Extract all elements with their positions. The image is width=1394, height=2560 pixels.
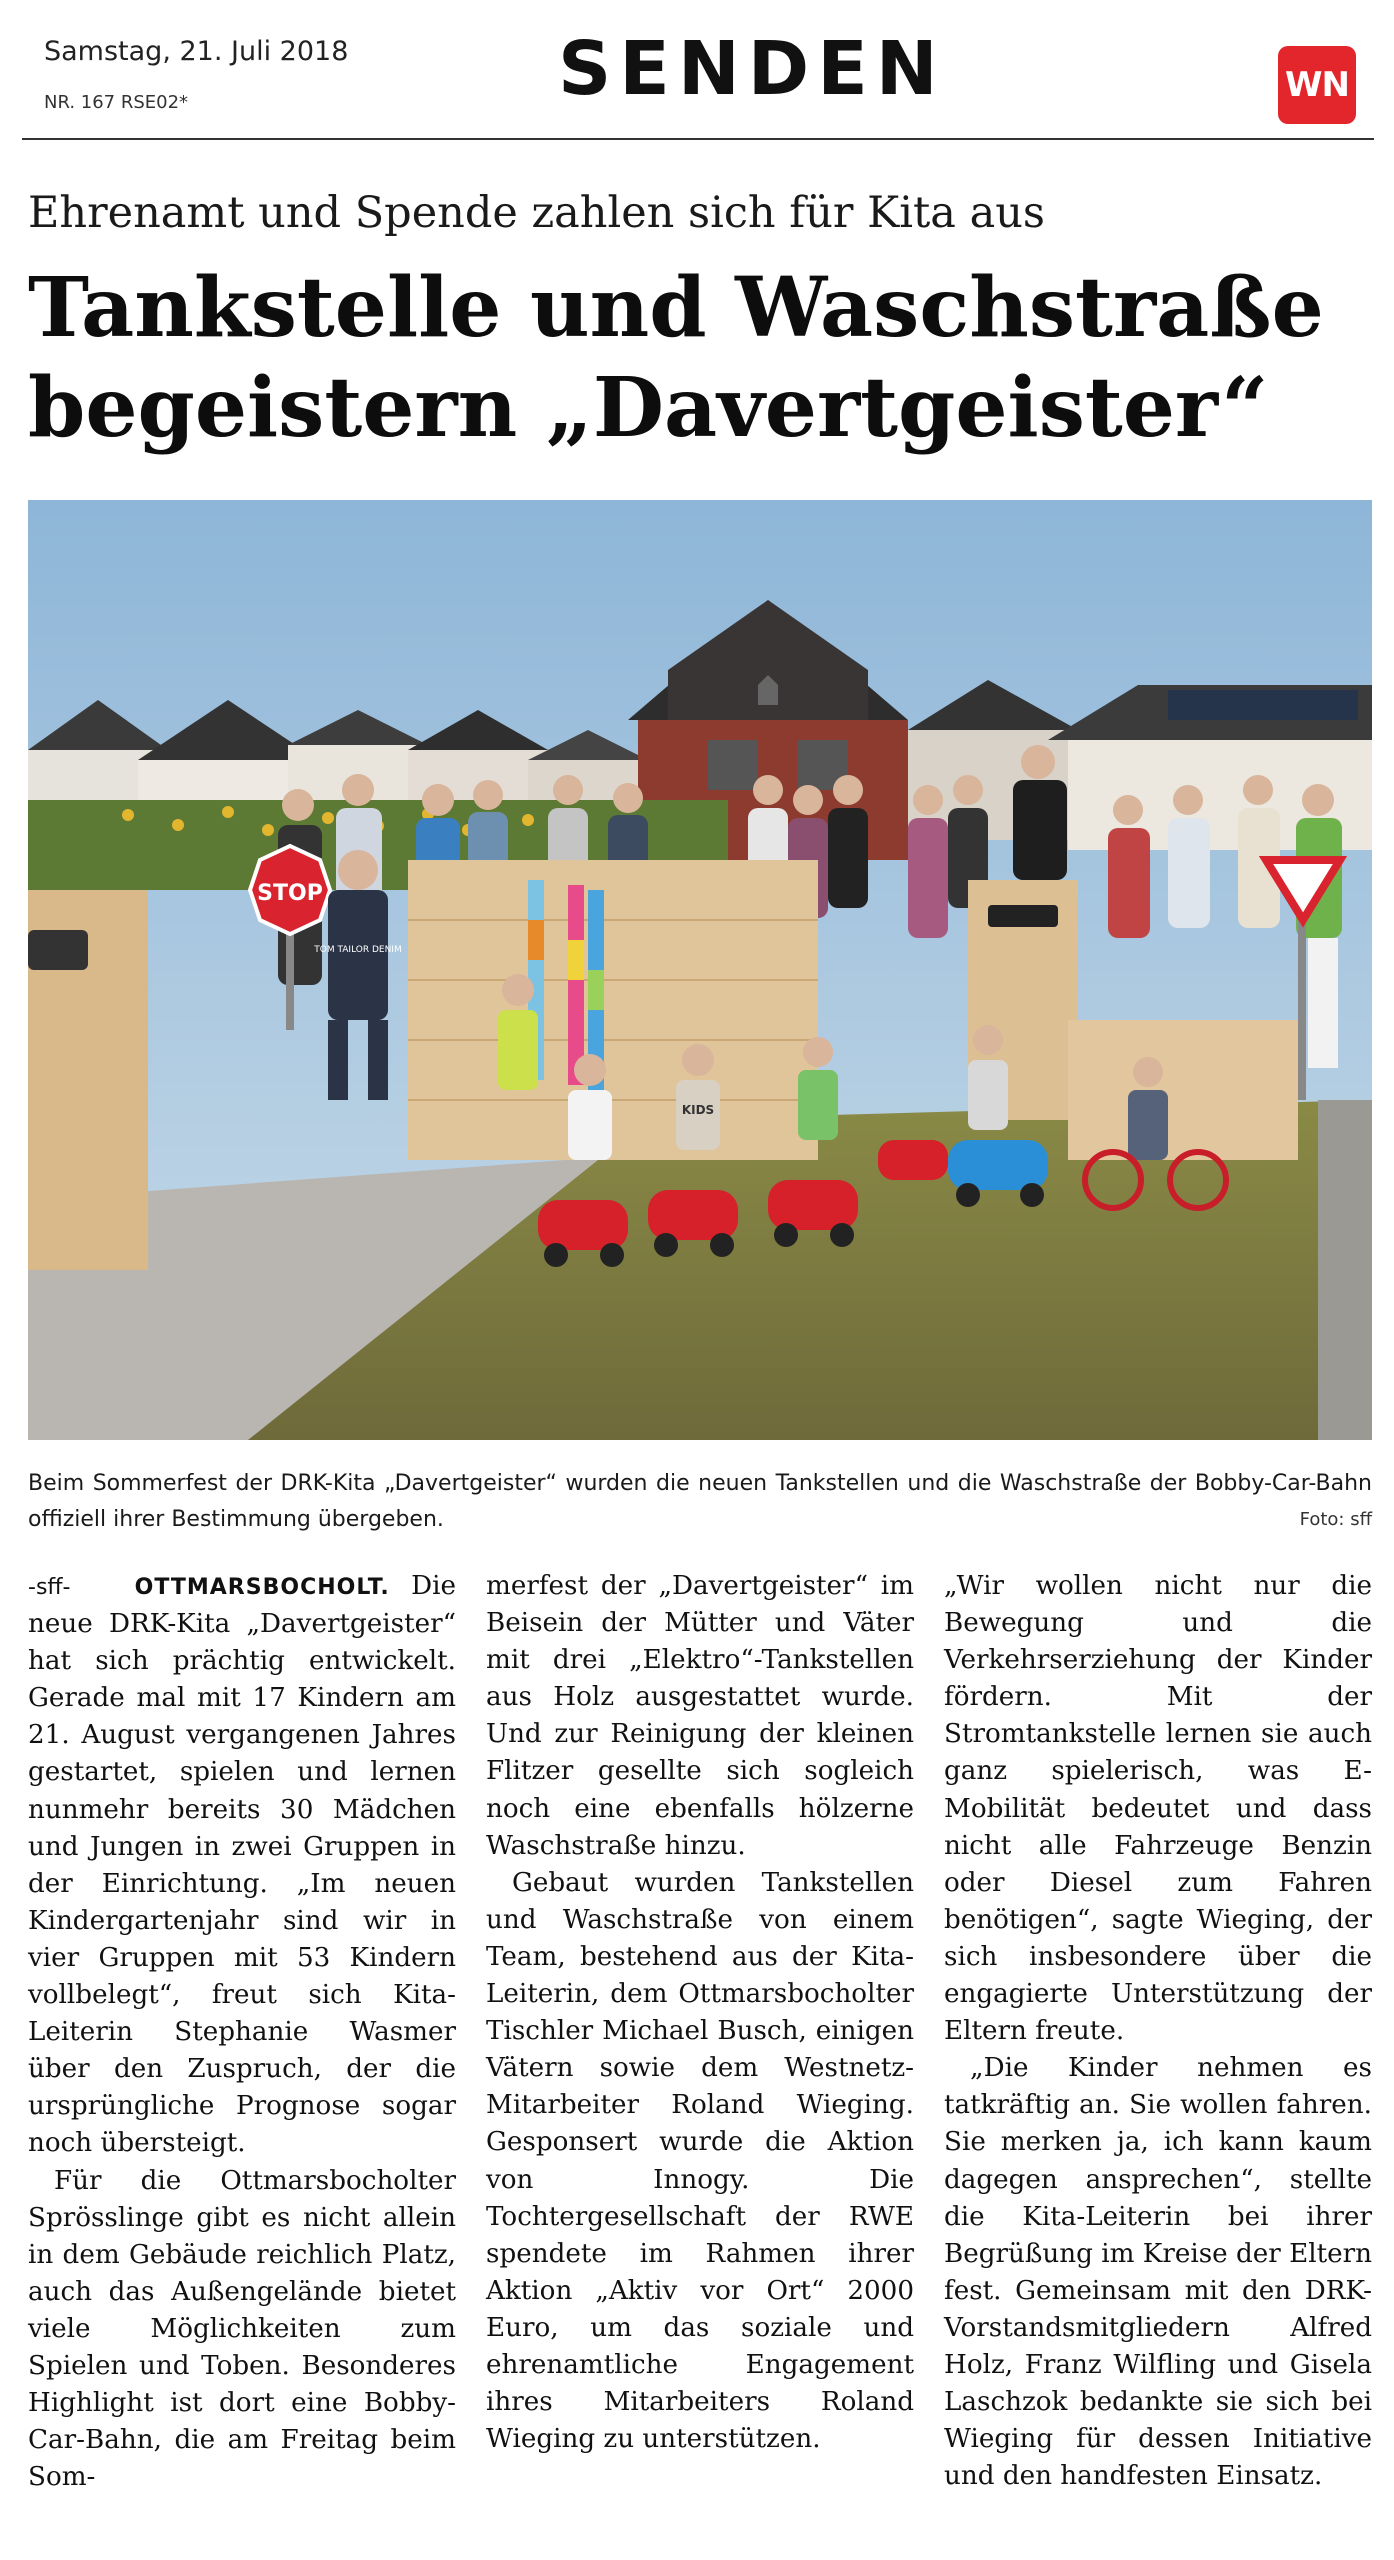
article-headline — [28, 258, 1324, 458]
svg-text:TOM TAILOR DENIM: TOM TAILOR DENIM — [314, 945, 402, 955]
photo-illustration — [28, 500, 1372, 1440]
article-column-2 — [486, 1568, 914, 2458]
dateline: OTTMARSBOCHOLT. — [134, 1575, 390, 1600]
article-column-1 — [28, 1568, 456, 2496]
masthead — [28, 26, 1368, 138]
author-tag: -sff- — [28, 1575, 71, 1600]
svg-text:STOP: STOP — [257, 881, 323, 906]
photo-caption — [28, 1466, 1372, 1538]
article-paragraph — [28, 1568, 456, 2163]
article-column-3 — [944, 1568, 1372, 2495]
caption-text: Beim Sommerfest der DRK-Kita „Davertgeister“ wurden die neuen Tankstellen und die Waschstraße der Bobby-Car-Bahn offiziell ihrer Bestimmung übergeben. — [28, 1471, 1372, 1532]
paragraph-text: Die neue DRK-Kita „Davertgeister“ hat sich prächtig entwickelt. Gerade mal mit 17 Kindern am 21. August vergangenen Jahres gestartet, spielen und lernen nunmehr bereits 30 Mädchen und Jungen in zwei Gruppen in der Einrichtung. „Im neuen Kindergartenjahr sind wir in vier Gruppen mit 53 Kindern vollbelegt“, freut sich Kita-Leiterin Stephanie Wasmer über den Zuspruch, der die ursprüngliche Prognose sogar noch übersteigt. — [28, 1571, 456, 2159]
article-paragraph: Für die Ottmarsbocholter Sprösslinge gibt es nicht allein in dem Gebäude reichlich Platz, auch das Außengelände bietet viele Möglichkeiten zum Spielen und Toben. Besonderes Highlight ist dort eine Bobby-Car-Bahn, die am Freitag beim Som- — [28, 2165, 456, 2493]
article-paragraph: „Wir wollen nicht nur die Bewegung und die Verkehrserziehung der Kinder fördern. Mit der Stromtankstelle lernen sie auch ganz spielerisch, was E-Mobilität bedeutet und dass nicht alle Fahrzeuge Benzin oder Diesel zum Fahren benötigen“, sagte Wieging, der sich insbesondere über die engagierte Unterstützung der Eltern freute. — [944, 1571, 1372, 2047]
article-photo — [28, 500, 1372, 1440]
headline-line-2: begeistern „Davertgeister“ — [28, 360, 1269, 456]
masthead-divider — [22, 138, 1374, 140]
article-paragraph: merfest der „Davertgeister“ im Beisein der Mütter und Väter mit drei „Elektro“-Tankstellen aus Holz ausgestattet wurde. Und zur Reinigung der kleinen Flitzer gesellte sich sogleich noch eine ebenfalls hölzerne Waschstraße hinzu. — [486, 1571, 914, 1861]
newspaper-logo: WN — [1278, 46, 1356, 124]
issue-number: NR. 167 RSE02* — [44, 92, 189, 113]
section-title: SENDEN — [558, 26, 946, 112]
svg-text:KIDS: KIDS — [681, 1103, 715, 1117]
headline-line-1: Tankstelle und Waschstraße — [28, 260, 1324, 356]
article-paragraph: Gebaut wurden Tankstellen und Waschstraße von einem Team, bestehend aus der Kita-Leiterin, dem Ottmarsbocholter Tischler Michael Busch, einigen Vätern sowie dem Westnetz-Mitarbeiter Roland Wieging. Gesponsert wurde die Aktion von Innogy. Die Tochtergesellschaft der RWE spendete im Rahmen ihrer Aktion „Aktiv vor Ort“ 2000 Euro, um das soziale und ehrenamtliche Engagement ihres Mitarbeiters Roland Wieging zu unterstützen. — [486, 1867, 914, 2455]
article-kicker: Ehrenamt und Spende zahlen sich für Kita aus — [28, 188, 1045, 238]
photo-credit: Foto: sff — [1299, 1509, 1372, 1530]
article-paragraph: „Die Kinder nehmen es tatkräftig an. Sie wollen fahren. Sie merken ja, ich kann kaum dagegen ansprechen“, stellte die Kita-Leiterin bei ihrer Begrüßung im Kreise der Eltern fest. Gemeinsam mit den DRK-Vorstandsmitgliedern Alfred Holz, Franz Wilfling und Gisela Laschzok bedankte sie sich bei Wieging für dessen Initiative und den handfesten Einsatz. — [944, 2053, 1372, 2492]
issue-date: Samstag, 21. Juli 2018 — [44, 36, 349, 67]
